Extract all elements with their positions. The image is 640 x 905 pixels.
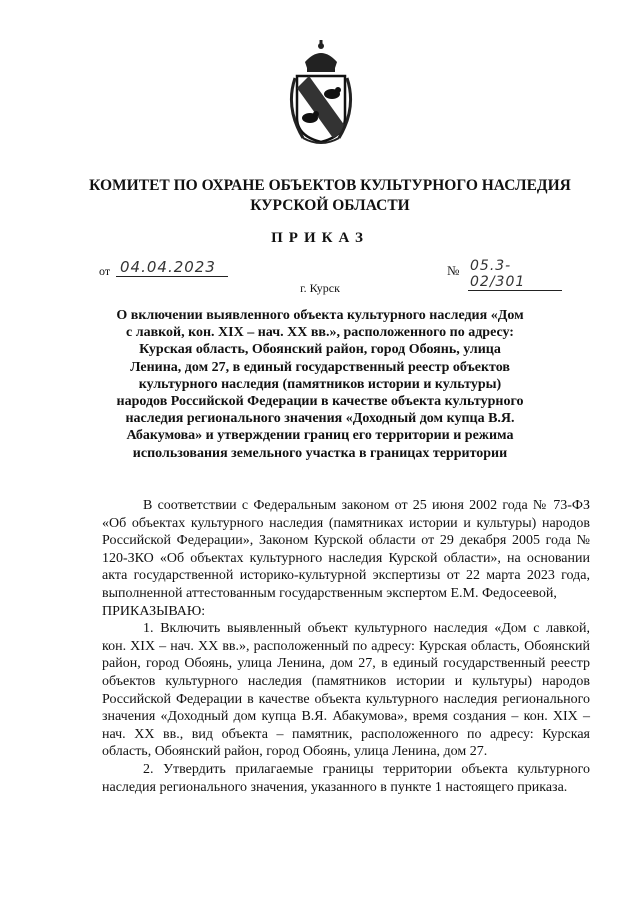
order-date-handwritten: 04.04.2023: [116, 258, 228, 277]
preamble-paragraph: В соответствии с Федеральным законом от 25 июня 2002 года № 73-ФЗ «Об объектах культурного наследия (памятниках истории и культуры) народов Российской Федерации», Законом Курской области от 29 декабря 2005 года № 120-ЗКО «Об объектах культурного наследия Курской области», на основании акта государственной историко-культурной экспертизы от 22 марта 2023 года, выполненной аттестованным государственным экспертом Е.М. Федосеевой,: [102, 498, 590, 601]
organization-line-1: КОМИТЕТ ПО ОХРАНЕ ОБЪЕКТОВ КУЛЬТУРНОГО НАСЛЕДИЯ: [89, 177, 571, 194]
document-type-title: ПРИКАЗ: [271, 230, 369, 246]
order-directive-word: ПРИКАЗЫВАЮ:: [102, 603, 206, 619]
issuing-organization: [60, 176, 600, 216]
date-prefix: от: [99, 264, 111, 278]
order-item-2: 2. Утвердить прилагаемые границы территории объекта культурного наследия регионального значения, указанного в пункте 1 настоящего приказа.: [102, 761, 590, 795]
order-item-1: 1. Включить выявленный объект культурного наследия «Дом с лавкой, кон. XIX – нач. XX вв.», расположенный по адресу: Курская область, Обоянский район, город Обоянь, улица Ленина, дом 27, в единый государственный реестр объектов культурного наследия (памятников истории и культуры) народов Российской Федерации в качестве объекта культурного наследия регионального значения «Доходный дом купца В.Я. Абакумова», время создания – кон. XIX – нач. XX вв., вид объекта – памятник, расположенного по адресу: Курская область, Обоянский район, город Обоянь, улица Ленина, дом 27.: [102, 621, 590, 760]
coat-of-arms-emblem: [285, 38, 357, 148]
issue-city: г. Курск: [300, 281, 340, 295]
order-body: [102, 497, 590, 796]
organization-line-2: КУРСКОЙ ОБЛАСТИ: [250, 197, 410, 214]
number-prefix: №: [447, 263, 460, 278]
order-subject-heading: О включении выявленного объекта культурного наследия «Дом с лавкой, кон. XIX – нач. XX вв.», расположенного по адресу: Курская область, Обоянский район, город Обоянь, улица Ленина, дом 27, в единый государственный реестр объектов культурного наследия (памятников истории и культуры) народов Российской Федерации в качестве объекта культурного наследия регионального значения «Доходный дом купца В.Я. Абакумова» и утверждении границ его территории и режима использования земельного участка в границах территории: [116, 308, 524, 461]
order-number-handwritten: 05.3-02/301: [468, 258, 562, 291]
